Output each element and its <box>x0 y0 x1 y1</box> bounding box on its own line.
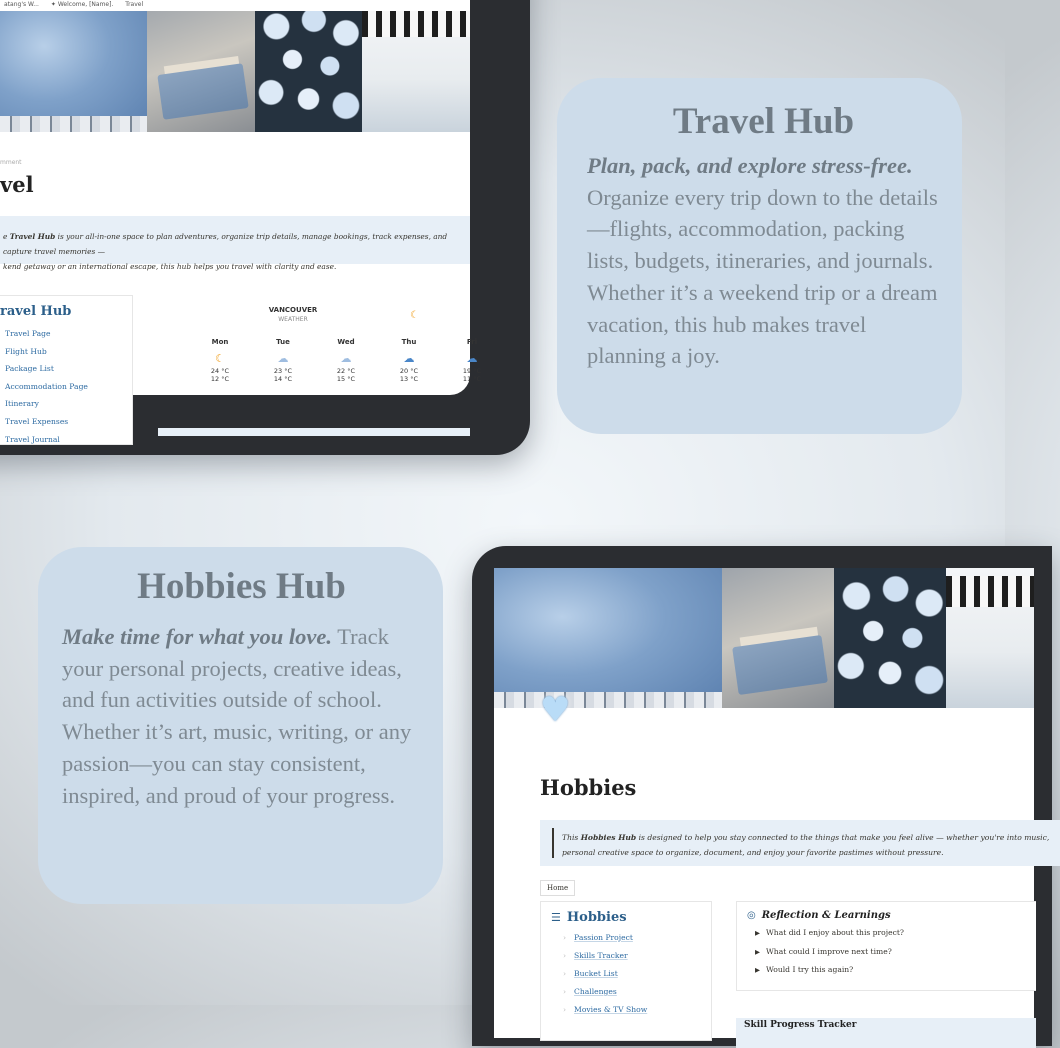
list-icon: ☰ <box>551 911 561 924</box>
temp-low: 15 °C <box>336 375 356 383</box>
nav-item-package-list[interactable]: Package List <box>5 364 54 374</box>
card-description <box>62 621 421 811</box>
callout-text: is your all-in-one space to plan adventures, organize trip details, manage bookings, track expenses, and capture travel memories — <box>3 232 448 256</box>
piano-photo <box>362 0 470 132</box>
breadcrumb <box>0 0 470 11</box>
card-description <box>587 150 940 372</box>
breadcrumb-travel[interactable]: Travel <box>125 1 144 8</box>
tulip-photo <box>255 0 363 132</box>
reflection-title <box>747 910 1036 921</box>
cover-image <box>0 0 470 132</box>
nav-item-travel-expenses[interactable]: Travel Expenses <box>5 416 69 426</box>
card-title: Travel Hub <box>672 101 855 142</box>
silk-photo <box>494 568 722 708</box>
cover-image <box>494 568 1034 708</box>
temp-high: 24 °C <box>210 367 230 375</box>
callout-text-line2: kend getaway or an international escape, this hub helps you travel with clarity and ease. <box>3 262 337 271</box>
card-body: Track your personal projects, creative ideas, and fun activities outside of school. Whether it’s art, music, writing, or any passion—you can stay consistent, inspired, and proud of your progress. <box>62 624 412 808</box>
nav-title-text: Hobbies <box>566 910 627 925</box>
temp-low: 12 °C <box>210 375 230 383</box>
breadcrumb-workspace[interactable]: atang's W... <box>4 1 39 8</box>
nav-item-travel-page[interactable]: Travel Page <box>5 329 51 338</box>
nav-title: ravel Hub <box>0 304 72 319</box>
breadcrumb-welcome[interactable]: ✦ Welcome, [Name]. <box>50 1 114 8</box>
hobbies-notion-screen <box>494 568 1050 1038</box>
hobbies-hub-card <box>38 547 443 904</box>
day-label: Tue <box>276 338 290 346</box>
intro-callout <box>0 216 470 271</box>
card-title: Hobbies Hub <box>137 566 346 607</box>
nav-item-bucket-list[interactable]: › Bucket List <box>575 965 711 983</box>
forecast-day <box>389 338 429 383</box>
toggle-item[interactable]: ▶ What did I enjoy about this project? <box>755 924 1036 943</box>
moon-icon: ☾ <box>215 352 225 365</box>
nav-item-itinerary[interactable]: Itinerary <box>5 399 39 409</box>
piano-photo <box>946 568 1034 708</box>
day-label: Mon <box>211 338 229 346</box>
temp-low: 13 °C <box>399 375 419 383</box>
hobbies-tablet-frame <box>472 546 1052 1046</box>
nav-item-travel-journal[interactable]: Travel Journal <box>5 434 60 444</box>
temp-low: 11 °C <box>462 375 482 383</box>
callout-bold: Travel Hub <box>9 232 56 241</box>
page-subtitle: mment <box>0 159 22 166</box>
callout-bold: Hobbies Hub <box>580 833 637 842</box>
skill-tracker-heading: Skill Progress Tracker <box>736 1018 1036 1048</box>
page-title: vel <box>0 172 34 197</box>
weather-widget <box>158 296 482 426</box>
toggle-item[interactable]: ▶ Would I try this again? <box>755 961 1036 980</box>
travel-notion-screen <box>0 0 482 444</box>
temp-low: 14 °C <box>273 375 293 383</box>
nav-item-flight-hub[interactable]: Flight Hub <box>5 346 47 356</box>
rain-cloud-icon: ☁ <box>403 352 415 365</box>
section-divider <box>158 428 470 436</box>
weather-label: WEATHER <box>278 316 308 323</box>
temp-high: 23 °C <box>273 367 293 375</box>
moon-icon: ☾ <box>410 310 419 321</box>
forecast-day <box>452 338 492 383</box>
intro-callout <box>540 820 1060 866</box>
nav-title <box>551 910 711 925</box>
heart-icon: ♥ <box>540 690 571 730</box>
callout-pre: This <box>562 833 581 842</box>
forecast-day <box>263 338 303 383</box>
temp-high: 22 °C <box>336 367 356 375</box>
nav-item-accommodation[interactable]: Accommodation Page <box>5 381 88 391</box>
day-label: Fri <box>466 338 478 346</box>
callout-text: is designed to help you stay connected to the things that make you feel alive — whether you're into music, <box>636 833 1050 842</box>
toggle-item[interactable]: ▶ What could I improve next time? <box>755 943 1036 962</box>
card-body: Organize every trip down to the details—flights, accommodation, packing lists, budgets, itineraries, and journals. Whether it’s a weekend trip or a dream vacation, this hub makes travel planning a joy. <box>587 184 938 369</box>
partly-cloudy-icon: ☁ <box>277 352 289 365</box>
hobbies-nav <box>540 901 712 1041</box>
reflection-title-text: Reflection & Learnings <box>761 910 891 921</box>
book-photo <box>147 0 255 132</box>
partly-cloudy-icon: ☁ <box>340 352 352 365</box>
book-photo <box>722 568 834 708</box>
day-label: Thu <box>401 338 417 346</box>
temp-high: 19 °C <box>462 367 482 375</box>
rain-cloud-icon: ☁ <box>466 352 478 365</box>
callout-pre: e <box>3 232 10 241</box>
page-title: Hobbies <box>540 775 637 800</box>
spiral-icon: ◎ <box>747 910 756 921</box>
card-lead: Make time for what you love. <box>62 624 332 649</box>
temp-high: 20 °C <box>399 367 419 375</box>
nav-item-movies-tv[interactable]: › Movies & TV Show <box>575 1001 711 1019</box>
nav-item-challenges[interactable]: › Challenges <box>575 983 711 1001</box>
day-label: Wed <box>337 338 355 346</box>
forecast-day <box>200 338 240 383</box>
home-button[interactable]: Home <box>540 880 575 896</box>
silk-photo <box>0 0 147 132</box>
travel-hub-nav <box>0 295 133 445</box>
forecast-day <box>326 338 366 383</box>
nav-item-passion-project[interactable]: › Passion Project <box>575 929 711 947</box>
tulip-photo <box>834 568 946 708</box>
nav-item-skills-tracker[interactable]: › Skills Tracker <box>575 947 711 965</box>
callout-text-line2: personal creative space to organize, document, and enjoy your favorite pastimes without pressure. <box>562 848 944 857</box>
weather-city: VANCOUVER <box>268 306 318 314</box>
travel-tablet-frame <box>0 0 530 455</box>
travel-hub-card <box>557 78 962 434</box>
reflection-block <box>736 901 1036 991</box>
card-lead: Plan, pack, and explore stress-free. <box>587 153 913 178</box>
